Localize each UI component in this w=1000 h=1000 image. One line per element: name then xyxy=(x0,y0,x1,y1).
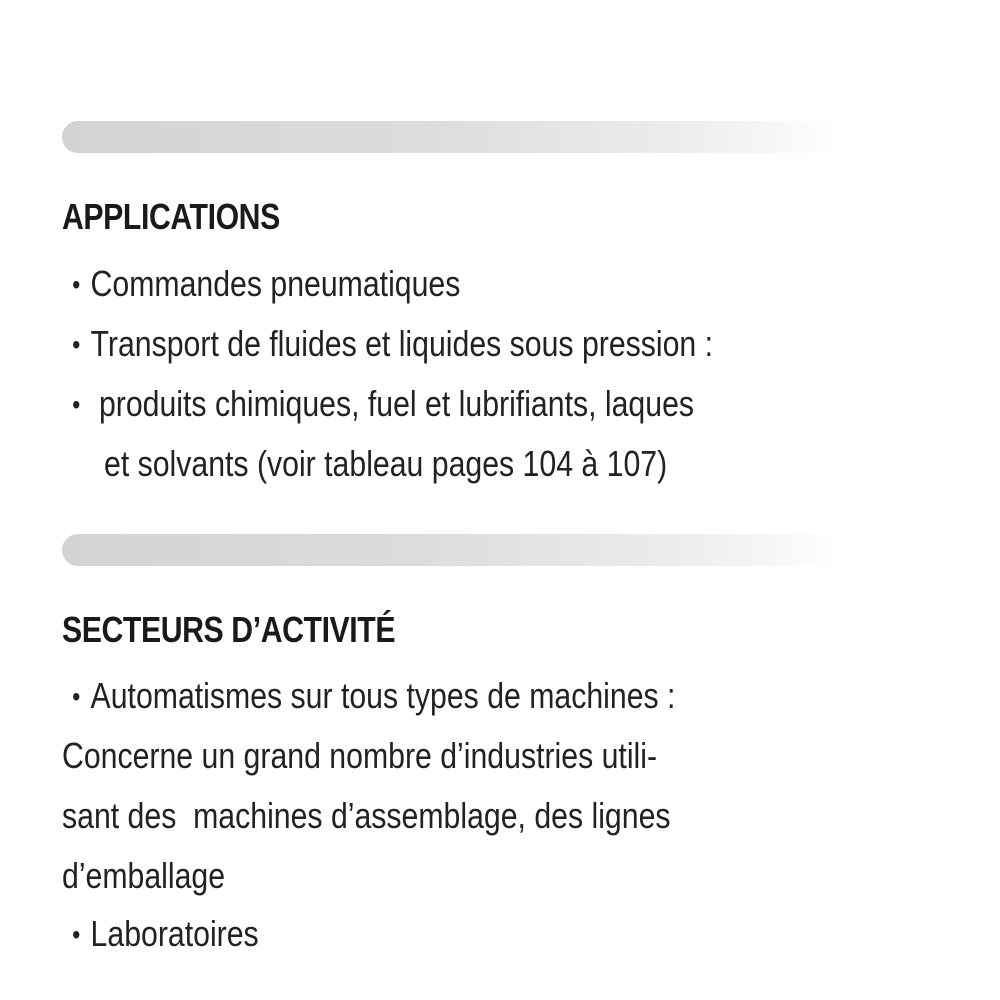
list-item-text: Commandes pneumatiques xyxy=(90,263,461,304)
list-item xyxy=(62,264,460,305)
list-item xyxy=(62,914,259,955)
list-item xyxy=(62,324,713,365)
bullet-icon: • xyxy=(72,681,81,712)
list-item xyxy=(62,676,675,717)
paragraph-line: Concerne un grand nombre d’industries utili- xyxy=(62,735,658,776)
list-item-text: Transport de fluides et liquides sous pression : xyxy=(90,323,714,364)
paragraph-line: sant des machines d’assemblage, des lignes xyxy=(62,795,671,836)
list-item-continuation: et solvants (voir tableau pages 104 à 107) xyxy=(104,443,668,484)
paragraph-line: d’emballage xyxy=(62,855,226,896)
list-item-text: produits chimiques, fuel et lubrifiants, laques xyxy=(90,383,695,424)
list-item-text: Laboratoires xyxy=(90,913,259,954)
bullet-icon: • xyxy=(72,389,81,420)
section-divider-secteurs xyxy=(62,534,842,566)
list-item xyxy=(62,384,694,425)
bullet-icon: • xyxy=(72,919,81,950)
document-page xyxy=(62,0,962,1000)
bullet-icon: • xyxy=(72,269,81,300)
section-divider-applications xyxy=(62,121,842,153)
bullet-icon: • xyxy=(72,329,81,360)
secteurs-heading: SECTEURS D’ACTIVITÉ xyxy=(62,609,396,650)
applications-heading: APPLICATIONS xyxy=(62,196,280,237)
list-item-text: Automatismes sur tous types de machines : xyxy=(90,675,676,716)
